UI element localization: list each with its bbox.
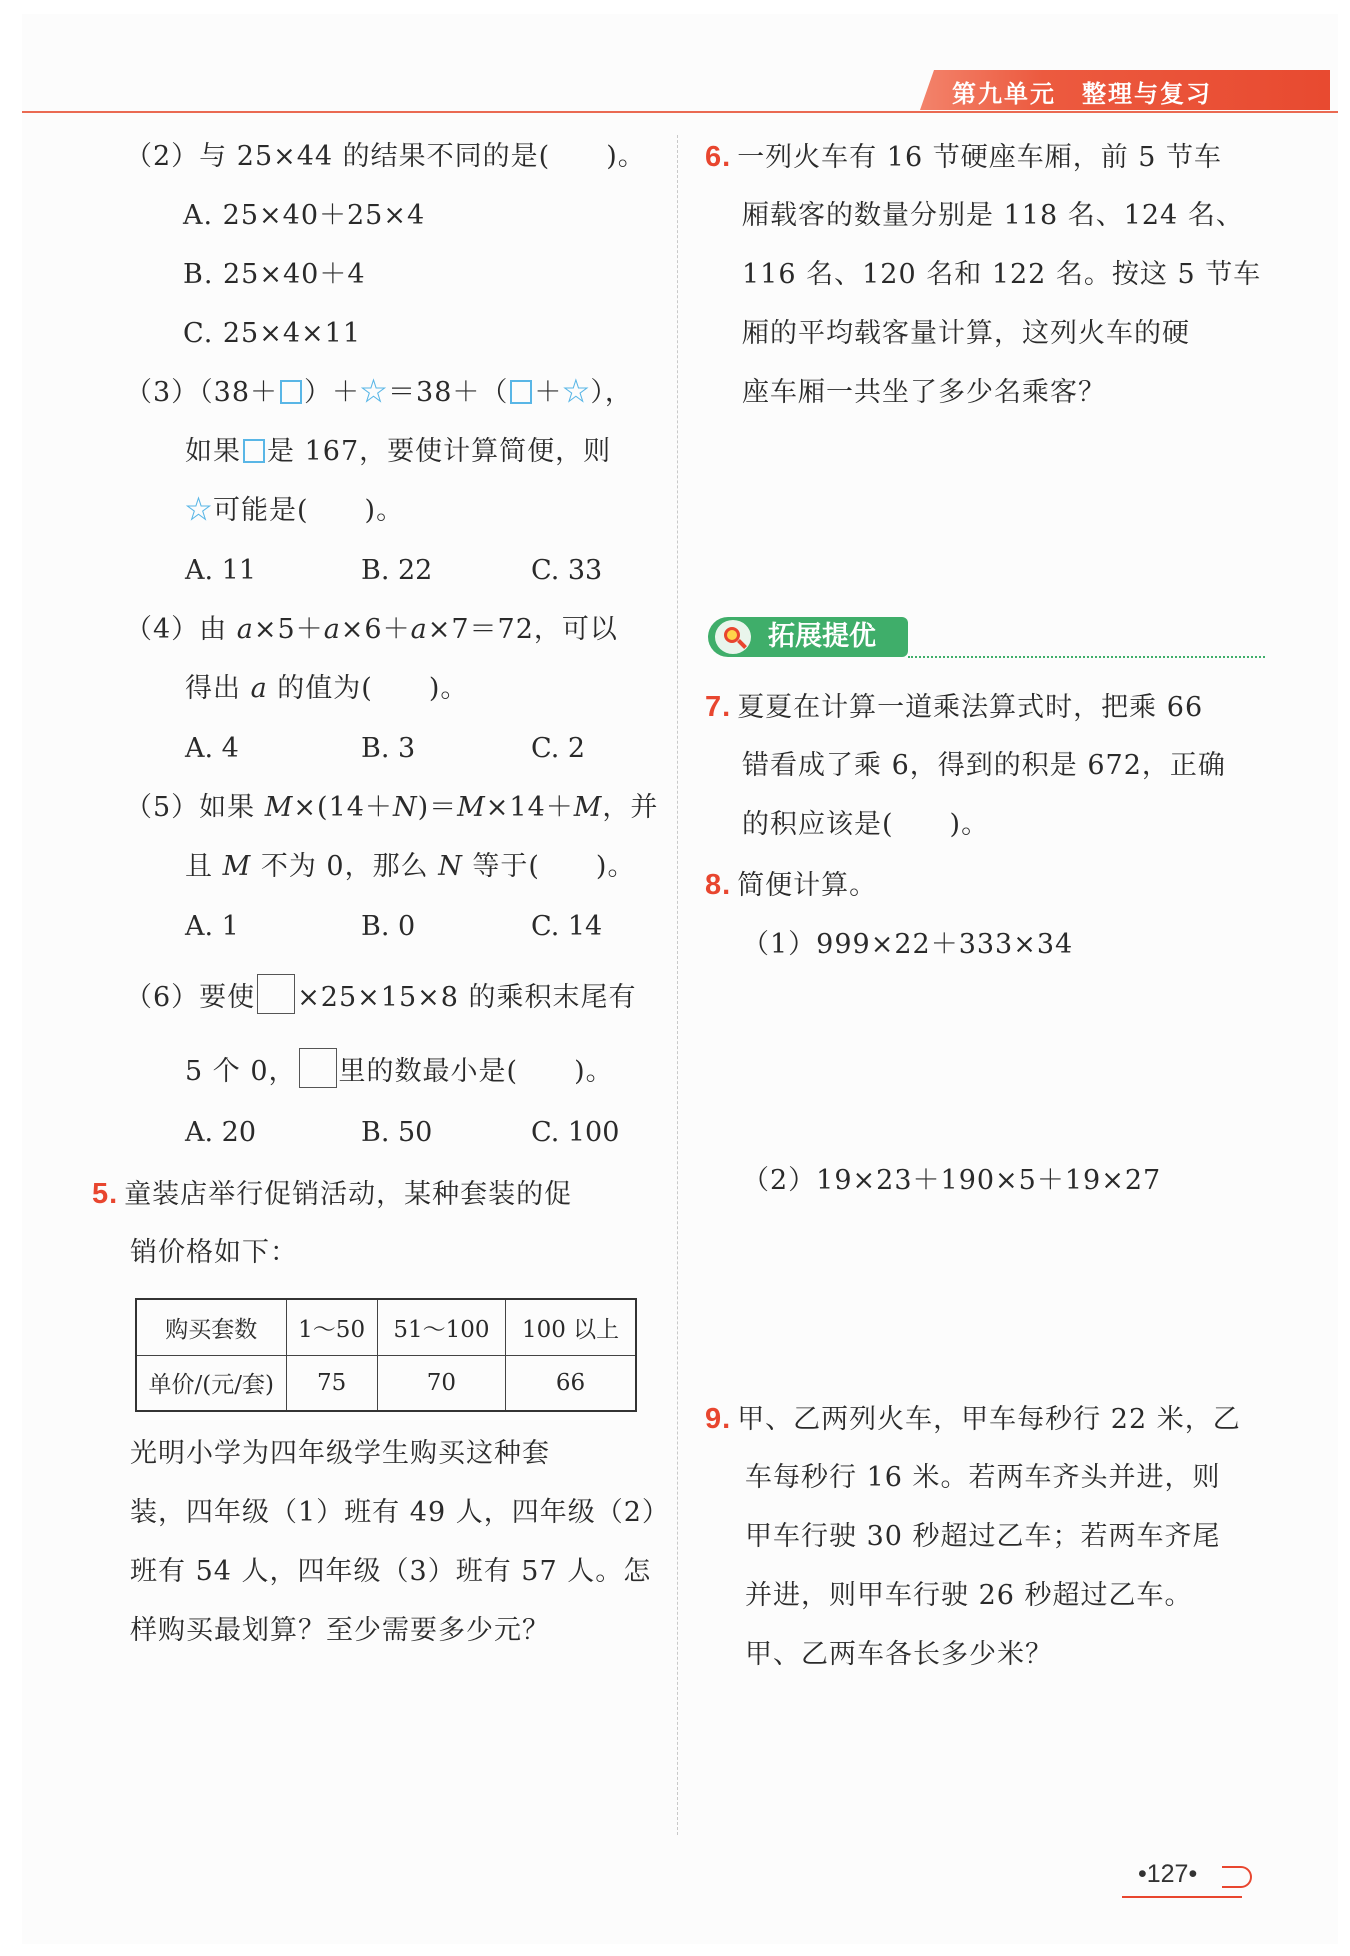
q8-part-1: （1）999×22＋333×34	[742, 929, 1074, 960]
q7-line-1	[705, 690, 1203, 725]
q5s-option-c: C. 14	[531, 911, 603, 942]
column-divider	[677, 135, 678, 1835]
q5s-text: 等于( )。	[462, 851, 636, 882]
q3-line-2	[185, 435, 611, 469]
question-number: 9.	[705, 1403, 732, 1435]
q6s-text: （6）要使	[125, 982, 256, 1013]
variable-n: N	[438, 851, 463, 882]
q4-text: （4）由	[125, 614, 237, 645]
table-cell: 单价/(元/套)	[136, 1355, 286, 1411]
q4-text: 得出	[185, 673, 251, 704]
q5-text: 童装店举行促销活动，某种套装的促	[124, 1179, 573, 1210]
q8-line-1	[705, 868, 877, 903]
q3-text: ＋	[534, 377, 563, 408]
q4-line-1	[125, 613, 618, 647]
q3-text: ）＋	[304, 377, 361, 408]
variable-a: a	[250, 673, 268, 704]
q5s-option-a: A. 1	[185, 911, 239, 942]
q9-line-5: 甲、乙两车各长多少米？	[745, 1639, 1053, 1670]
q6-line-1	[705, 140, 1222, 175]
table-header-cell: 100 以上	[506, 1299, 636, 1355]
q5s-text: )＝	[417, 792, 458, 823]
variable-m: M	[457, 792, 486, 823]
q4-option-c: C. 2	[531, 733, 586, 764]
q3-line-1	[125, 376, 633, 410]
table-cell: 75	[286, 1355, 377, 1411]
table-header-cell: 51～100	[377, 1299, 505, 1355]
page-corner-arc-icon	[1222, 1866, 1252, 1888]
q5-line-5: 班有 54 人，四年级（3）班有 57 人。怎	[130, 1556, 652, 1587]
q7-line-3: 的积应该是( )。	[742, 809, 990, 840]
q5s-text: 不为 0，那么	[251, 851, 439, 882]
page-number: •127•	[1138, 1860, 1198, 1888]
square-blank-icon	[280, 380, 302, 404]
variable-a: a	[236, 614, 254, 645]
q6s-line-2	[185, 1048, 614, 1089]
page-number-rule	[1122, 1896, 1242, 1898]
star-blank-icon: ☆	[562, 377, 591, 408]
variable-m: M	[264, 792, 294, 823]
q4-line-2	[185, 672, 468, 706]
q3-text: 如果	[185, 436, 241, 467]
table-header-cell: 1～50	[286, 1299, 377, 1355]
q8-text: 简便计算。	[737, 870, 878, 901]
q3-option-a: A. 11	[185, 555, 257, 586]
unit-title: 第九单元 整理与复习	[952, 80, 1212, 108]
square-blank-icon	[257, 974, 295, 1014]
q5-line-2: 销价格如下：	[130, 1237, 298, 1268]
q3-text: 可能是( )。	[213, 495, 405, 526]
q4-option-a: A. 4	[185, 733, 239, 764]
q2-stem: （2）与 25×44 的结果不同的是( )。	[125, 141, 646, 172]
question-number: 7.	[705, 691, 732, 723]
star-blank-icon: ☆	[360, 377, 389, 408]
q8-part-2: （2）19×23＋190×5＋19×27	[742, 1165, 1162, 1196]
q6s-option-b: B. 50	[361, 1117, 433, 1148]
q5s-text: ×14＋	[485, 792, 574, 823]
table-cell: 70	[377, 1355, 505, 1411]
table-header-cell: 购买套数	[136, 1299, 286, 1355]
q6s-text: ×25×15×8 的乘积末尾有	[297, 982, 637, 1013]
q5s-text: 且	[185, 851, 223, 882]
q7-text: 夏夏在计算一道乘法算式时，把乘 66	[737, 692, 1204, 723]
header-rule	[22, 111, 1338, 113]
q5-line-3: 光明小学为四年级学生购买这种套	[130, 1438, 550, 1469]
q3-line-3	[185, 494, 404, 528]
q5s-line-2	[185, 850, 635, 884]
q5s-text: （5）如果	[125, 792, 265, 823]
q5-line-1	[92, 1177, 572, 1212]
table-row	[136, 1355, 636, 1411]
q4-text: ×7＝72，可以	[427, 614, 618, 645]
star-blank-icon: ☆	[185, 495, 213, 526]
q3-text: ），	[590, 377, 633, 408]
q5s-text: ，并	[602, 792, 659, 823]
q6-line-3: 116 名、120 名和 122 名。按这 5 节车	[742, 259, 1262, 290]
q3-text: （3）（38＋	[125, 377, 279, 408]
q6s-option-c: C. 100	[531, 1117, 620, 1148]
q9-line-3: 甲车行驶 30 秒超过乙车；若两车齐尾	[745, 1521, 1221, 1552]
q6-line-4: 厢的平均载客量计算，这列火车的硬	[742, 318, 1190, 349]
q3-text: ＝38＋（	[388, 377, 509, 408]
square-blank-icon	[510, 380, 532, 404]
variable-m: M	[573, 792, 603, 823]
question-number: 6.	[705, 141, 732, 173]
q3-text: 是 167，要使计算简便，则	[267, 436, 612, 467]
q9-line-1	[705, 1402, 1241, 1437]
q6-line-5: 座车厢一共坐了多少名乘客？	[742, 377, 1106, 408]
question-number: 5.	[92, 1178, 119, 1210]
q2-option-c: C. 25×4×11	[183, 318, 361, 349]
magnifier-icon	[712, 617, 754, 657]
q5s-text: ×(14＋	[293, 792, 393, 823]
q3-option-b: B. 22	[361, 555, 433, 586]
q6-text: 一列火车有 16 节硬座车厢，前 5 节车	[737, 142, 1223, 173]
extension-dotted-rule	[908, 656, 1265, 658]
q5-line-6: 样购买最划算？至少需要多少元？	[130, 1615, 550, 1646]
q9-line-2: 车每秒行 16 米。若两车齐头并进，则	[745, 1462, 1221, 1493]
question-number: 8.	[705, 869, 732, 901]
q6s-text: 5 个 0，	[185, 1056, 297, 1087]
price-table	[135, 1298, 637, 1412]
q7-line-2: 错看成了乘 6，得到的积是 672，正确	[742, 750, 1226, 781]
variable-m: M	[222, 851, 252, 882]
q4-text: 的值为( )。	[267, 673, 469, 704]
q9-line-4: 并进，则甲车行驶 26 秒超过乙车。	[745, 1580, 1193, 1611]
q6s-option-a: A. 20	[185, 1117, 257, 1148]
q4-text: ×5＋	[253, 614, 324, 645]
q4-text: ×6＋	[340, 614, 411, 645]
q6s-line-1	[125, 974, 637, 1015]
extension-title: 拓展提优	[768, 621, 876, 652]
variable-a: a	[410, 614, 428, 645]
q6s-text: 里的数最小是( )。	[338, 1056, 614, 1087]
q4-option-b: B. 3	[361, 733, 416, 764]
q5-line-4: 装，四年级（1）班有 49 人，四年级（2）	[130, 1497, 670, 1528]
table-cell: 66	[506, 1355, 636, 1411]
table-row	[136, 1299, 636, 1355]
q5s-line-1	[125, 791, 658, 825]
variable-n: N	[392, 792, 418, 823]
square-blank-icon	[299, 1048, 337, 1088]
q2-option-b: B. 25×40＋4	[183, 259, 366, 290]
q3-option-c: C. 33	[531, 555, 603, 586]
variable-a: a	[323, 614, 341, 645]
q5s-option-b: B. 0	[361, 911, 416, 942]
q2-option-a: A. 25×40＋25×4	[183, 200, 426, 231]
square-blank-icon	[243, 439, 265, 463]
q9-text: 甲、乙两列火车，甲车每秒行 22 米，乙	[737, 1404, 1241, 1435]
q6-line-2: 厢载客的数量分别是 118 名、124 名、	[742, 200, 1244, 231]
